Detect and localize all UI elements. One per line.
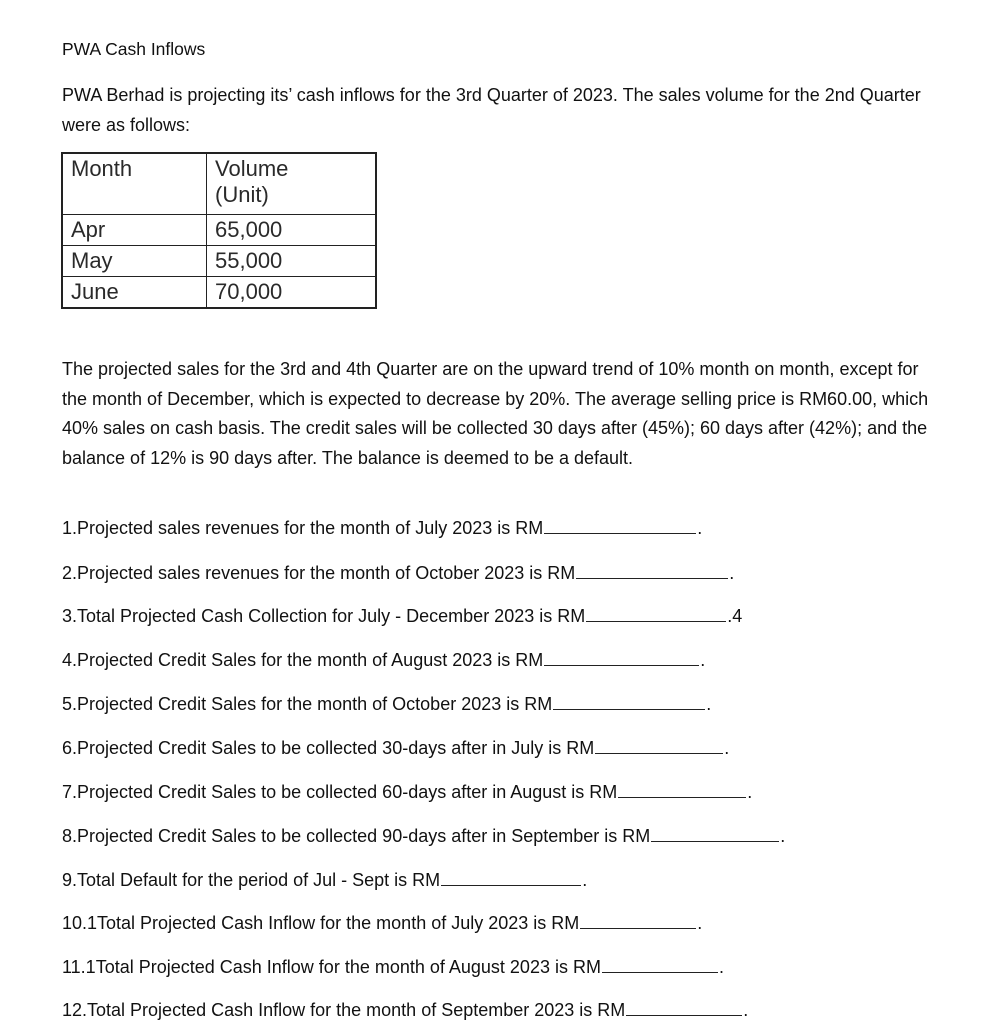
answer-blank[interactable] [544,649,699,666]
question-item [62,516,702,540]
answer-blank[interactable] [618,781,746,798]
question-tail: . [729,563,735,583]
question-item [62,692,711,716]
question-text: 8.Projected Credit Sales to be collected 90-days after in September is RM [62,826,651,846]
sales-volume-table [61,152,377,309]
question-item [62,868,587,892]
question-tail: .4 [727,606,743,626]
answer-blank[interactable] [544,517,696,534]
cell-month: Apr [62,215,207,246]
question-item [62,998,748,1022]
question-text: 3.Total Projected Cash Collection for July - December 2023 is RM [62,606,586,626]
answer-blank[interactable] [595,737,723,754]
question-item [62,561,734,585]
question-text: 12.Total Projected Cash Inflow for the month of September 2023 is RM [62,1000,626,1020]
answer-blank[interactable] [586,605,726,622]
question-item [62,604,742,628]
question-tail: . [706,694,712,714]
question-item [62,911,702,935]
table-row [62,246,376,277]
cell-volume: 65,000 [207,215,377,246]
document-title: PWA Cash Inflows [62,39,206,59]
answer-blank[interactable] [651,825,779,842]
question-tail: . [697,518,703,538]
table-header-row [62,153,376,215]
answer-blank[interactable] [580,912,696,929]
answer-blank[interactable] [553,693,705,710]
intro-text: PWA Berhad is projecting its’ cash inflows for the 3rd Quarter of 2023. The sales volume for the 2nd Quarter were as follows: [62,85,921,135]
question-tail: . [747,782,753,802]
question-text: 9.Total Default for the period of Jul - Sept is RM [62,870,441,890]
question-text: 1.Projected sales revenues for the month of July 2023 is RM [62,518,544,538]
header-volume: Volume (Unit) [207,153,377,215]
question-item [62,736,729,760]
question-tail: . [697,913,703,933]
question-tail: . [743,1000,749,1020]
table-row [62,215,376,246]
header-month: Month [62,153,207,215]
question-tail: . [700,650,706,670]
projection-paragraph: The projected sales for the 3rd and 4th Quarter are on the upward trend of 10% month on month, except for the month of December, which is expected to decrease by 20%. The average selling price is RM60.00, which 40% sales on cash basis. The credit sales will be collected 30 days after (45%); 60 days after (42%); and the balance of 12% is 90 days after. The balance is deemed to be a default. [62,359,929,468]
question-text: 5.Projected Credit Sales for the month of October 2023 is RM [62,694,553,714]
question-text: 11.1Total Projected Cash Inflow for the month of August 2023 is RM [62,957,601,977]
question-text: 10.1Total Projected Cash Inflow for the month of July 2023 is RM [62,913,580,933]
question-text: 7.Projected Credit Sales to be collected 60-days after in August is RM [62,782,618,802]
cell-volume: 55,000 [207,246,377,277]
answer-blank[interactable] [576,562,728,579]
question-item [62,955,724,979]
cell-month: June [62,277,207,309]
answer-blank[interactable] [626,999,742,1016]
question-item [62,648,705,672]
question-tail: . [718,957,724,977]
cell-volume: 70,000 [207,277,377,309]
answer-blank[interactable] [602,956,718,973]
question-tail: . [780,826,786,846]
question-text: 2.Projected sales revenues for the month of October 2023 is RM [62,563,576,583]
question-tail: . [724,738,730,758]
answer-blank[interactable] [441,869,581,886]
question-item [62,824,785,848]
question-item [62,780,752,804]
question-text: 4.Projected Credit Sales for the month of August 2023 is RM [62,650,544,670]
question-tail: . [582,870,588,890]
table-row [62,277,376,309]
question-text: 6.Projected Credit Sales to be collected 30-days after in July is RM [62,738,595,758]
cell-month: May [62,246,207,277]
